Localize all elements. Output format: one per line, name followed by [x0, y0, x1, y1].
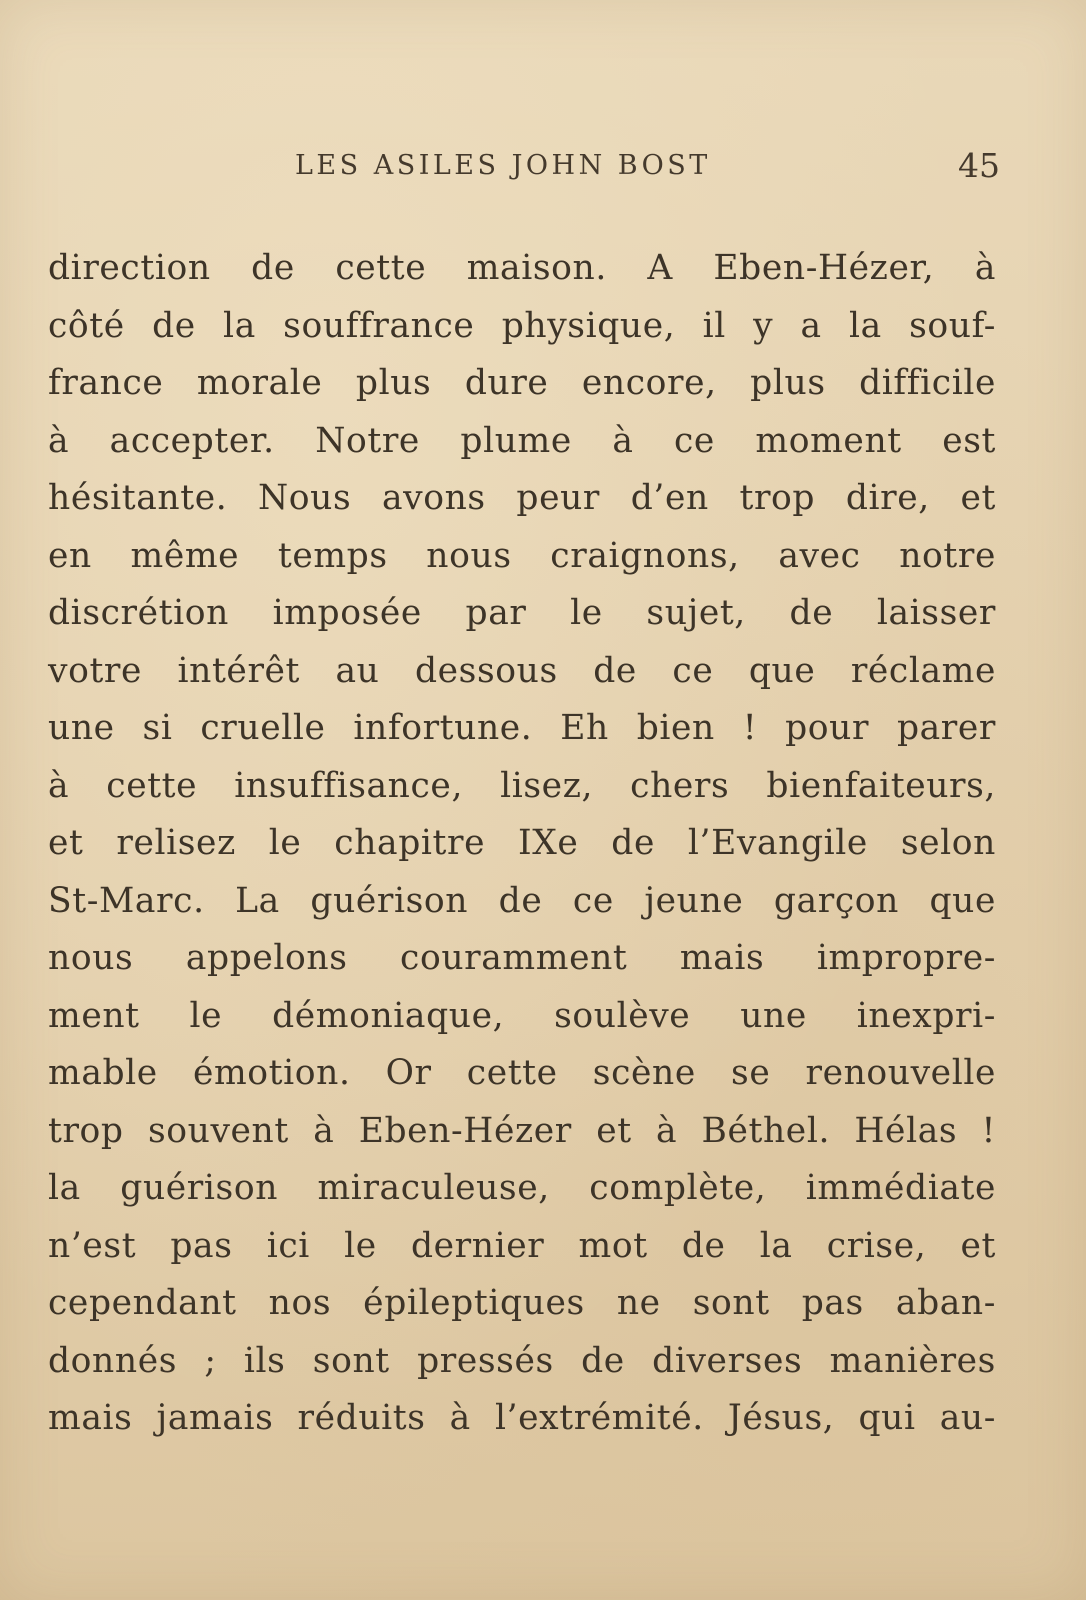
- text-line: discrétion imposée par le sujet, de laisser: [48, 593, 996, 633]
- text-line: votre intérêt au dessous de ce que réclame: [48, 650, 996, 691]
- text-line: france morale plus dure encore, plus difficile: [48, 363, 996, 403]
- text-line: trop souvent à Eben-Hézer et à Béthel. Hélas !: [48, 1110, 996, 1151]
- text-line: donnés ; ils sont pressés de diverses manières: [48, 1340, 996, 1381]
- body-text: [48, 240, 996, 1448]
- page-number: 45: [958, 146, 1000, 185]
- text-line: côté de la souffrance physique, il y a la souf-: [48, 305, 996, 346]
- text-line: cependant nos épileptiques ne sont pas aban-: [48, 1283, 996, 1323]
- text-line: direction de cette maison. A Eben-Hézer, à: [48, 248, 996, 288]
- text-line: mable émotion. Or cette scène se renouvelle: [48, 1053, 996, 1093]
- running-title: LES ASILES JOHN BOST: [295, 150, 711, 181]
- text-line: St-Marc. La guérison de ce jeune garçon que: [48, 880, 996, 921]
- text-line: une si cruelle infortune. Eh bien ! pour parer: [48, 708, 996, 748]
- text-line: hésitante. Nous avons peur d’en trop dire, et: [48, 478, 996, 518]
- text-line: à cette insuffisance, lisez, chers bienfaiteurs,: [48, 765, 996, 806]
- running-head: [50, 146, 1000, 194]
- text-line: mais jamais réduits à l’extrémité. Jésus, qui au-: [48, 1398, 996, 1438]
- text-line: en même temps nous craignons, avec notre: [48, 535, 996, 576]
- text-line: ment le démoniaque, soulève une inexpri-: [48, 995, 996, 1036]
- text-line: la guérison miraculeuse, complète, immédiate: [48, 1168, 996, 1208]
- text-line: et relisez le chapitre IXe de l’Evangile selon: [48, 823, 996, 863]
- text-line: nous appelons couramment mais impropre-: [48, 938, 996, 978]
- text-line: n’est pas ici le dernier mot de la crise, et: [48, 1225, 996, 1266]
- text-line: à accepter. Notre plume à ce moment est: [48, 420, 996, 461]
